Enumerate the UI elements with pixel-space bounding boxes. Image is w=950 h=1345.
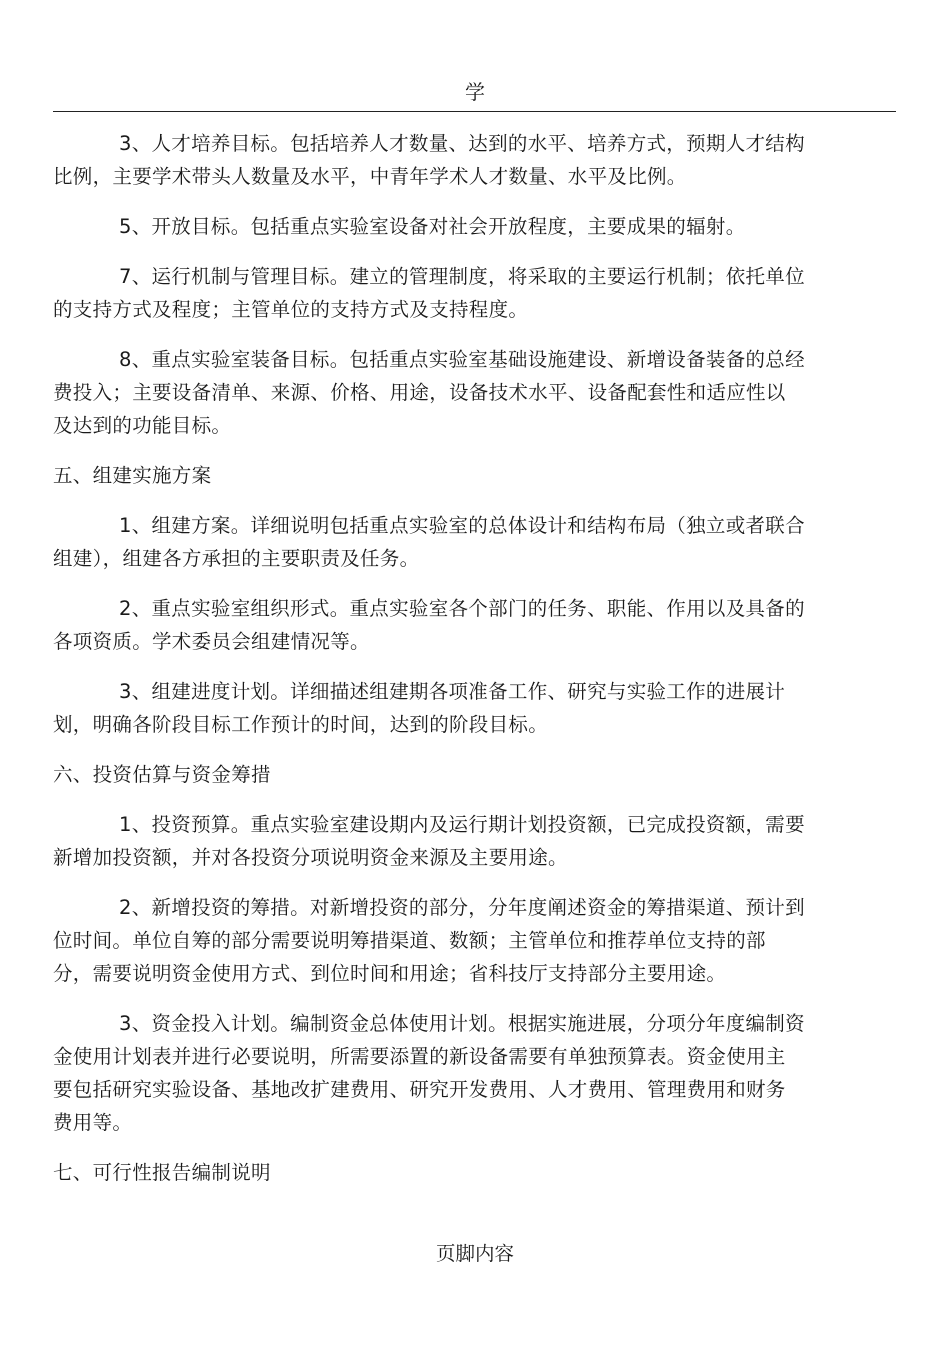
- text-line: 3、人才培养目标。包括培养人才数量、达到的水平、培养方式，预期人才结构: [119, 132, 805, 155]
- text-line: 要包括研究实验设备、基地改扩建费用、研究开发费用、人才费用、管理费用和财务: [53, 1078, 786, 1101]
- document-body: [53, 127, 843, 1206]
- paragraph-equipment-goal: [53, 343, 843, 442]
- text-line: 比例，主要学术带头人数量及水平，中青年学术人才数量、水平及比例。: [53, 165, 687, 188]
- text-line: 新增加投资额，并对各投资分项说明资金来源及主要用途。: [53, 846, 568, 869]
- page-footer: 页脚内容: [435, 1242, 514, 1265]
- text-line: 2、新增投资的筹措。对新增投资的部分，分年度阐述资金的筹措渠道、预计到: [119, 896, 805, 919]
- page-header: 学: [465, 80, 485, 104]
- text-line: 7、运行机制与管理目标。建立的管理制度，将采取的主要运行机制；依托单位: [119, 265, 805, 288]
- paragraph-talent-goal: [53, 127, 843, 193]
- text-line: 费用等。: [53, 1111, 133, 1134]
- text-line: 分，需要说明资金使用方式、到位时间和用途；省科技厅支持部分主要用途。: [53, 962, 727, 985]
- paragraph-progress-plan: [53, 675, 843, 741]
- text-line: 组建），组建各方承担的主要职责及任务。: [53, 547, 420, 570]
- header-divider: [53, 111, 896, 112]
- paragraph-investment-budget: [53, 808, 843, 874]
- text-line: 金使用计划表并进行必要说明，所需要添置的新设备需要有单独预算表。资金使用主: [53, 1045, 786, 1068]
- paragraph-organization-form: [53, 592, 843, 658]
- text-line: 费投入；主要设备清单、来源、价格、用途，设备技术水平、设备配套性和适应性以: [53, 381, 786, 404]
- text-line: 及达到的功能目标。: [53, 414, 232, 437]
- text-line: 2、重点实验室组织形式。重点实验室各个部门的任务、职能、作用以及具备的: [119, 597, 805, 620]
- text-line: 各项资质。学术委员会组建情况等。: [53, 630, 370, 653]
- text-line: 的支持方式及程度；主管单位的支持方式及支持程度。: [53, 298, 529, 321]
- paragraph-new-investment: [53, 891, 843, 990]
- text-line: 8、重点实验室装备目标。包括重点实验室基础设施建设、新增设备装备的总经: [119, 348, 805, 371]
- section-heading-6: 六、投资估算与资金筹措: [53, 763, 271, 786]
- paragraph-open-goal: [53, 210, 843, 243]
- text-line: 1、组建方案。详细说明包括重点实验室的总体设计和结构布局（独立或者联合: [119, 514, 805, 537]
- section-heading-7: 七、可行性报告编制说明: [53, 1161, 271, 1184]
- section-heading-5: 五、组建实施方案: [53, 464, 212, 487]
- text-line: 3、资金投入计划。编制资金总体使用计划。根据实施进展，分项分年度编制资: [119, 1012, 805, 1035]
- paragraph-setup-plan: [53, 509, 843, 575]
- text-line: 划，明确各阶段目标工作预计的时间，达到的阶段目标。: [53, 713, 549, 736]
- text-line: 位时间。单位自筹的部分需要说明筹措渠道、数额；主管单位和推荐单位支持的部: [53, 929, 766, 952]
- text-line: 3、组建进度计划。详细描述组建期各项准备工作、研究与实验工作的进展计: [119, 680, 786, 703]
- text-line: 5、开放目标。包括重点实验室设备对社会开放程度，主要成果的辐射。: [119, 215, 746, 238]
- paragraph-mechanism-goal: [53, 260, 843, 326]
- paragraph-funding-plan: [53, 1007, 843, 1139]
- text-line: 1、投资预算。重点实验室建设期内及运行期计划投资额，已完成投资额，需要: [119, 813, 805, 836]
